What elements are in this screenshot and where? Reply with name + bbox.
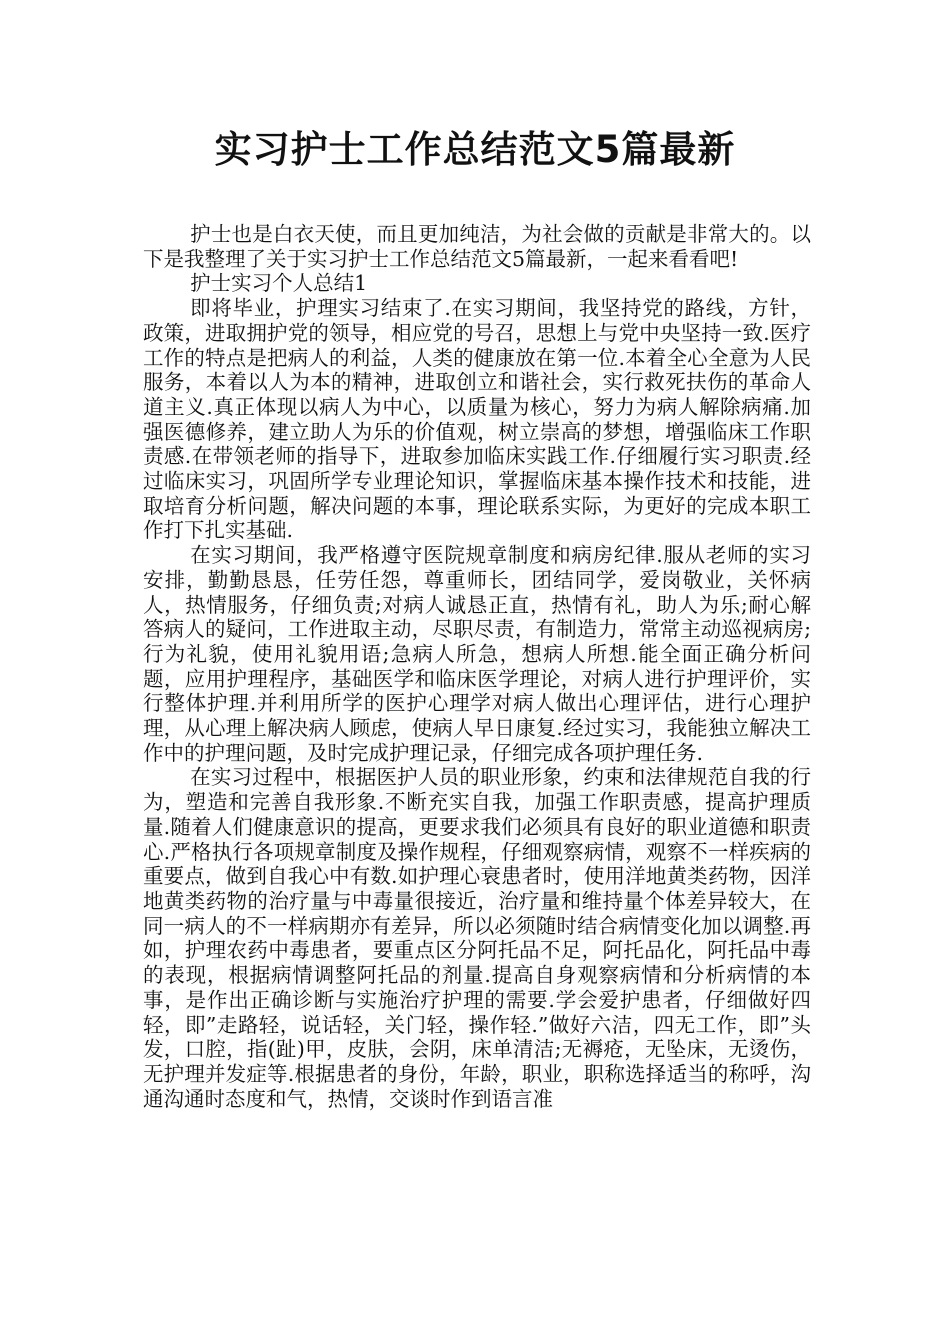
intro-paragraph: 护士也是白衣天使，而且更加纯洁，为社会做的贡献是非常大的。以下是我整理了关于实习护士工作总结范文5篇最新，一起来看看吧! bbox=[143, 222, 811, 271]
section-heading: 护士实习个人总结1 bbox=[190, 271, 368, 296]
body-paragraph: 在实习过程中，根据医护人员的职业形象，约束和法律规范自我的行为，塑造和完善自我形象.不断充实自我，加强工作职责感，提高护理质量.随着人们健康意识的提高，更要求我们必须具有良好的职业道德和职责心.严格执行各项规章制度及操作规程，仔细观察病情，观察不一样疾病的重要点，做到自我心中有数.如护理心衰患者时，使用洋地黄类药物，因洋地黄类药物的治疗量与中毒量很接近，治疗量和维持量个体差异较大，在同一病人的不一样病期亦有差异，所以必须随时结合病情变化加以调整.再如，护理农药中毒患者，要重点区分阿托品不足，阿托品化，阿托品中毒的表现，根据病情调整阿托品的剂量.提高自身观察病情和分析病情的本事，是作出正确诊断与实施治疗护理的需要.学会爱护患者，仔细做好四轻，即”走路轻，说话轻，关门轻，操作轻.”做好六洁，四无工作，即”头发，口腔，指(趾)甲，皮肤，会阴，床单清洁;无褥疮，无坠床，无烫伤，无护理并发症等.根据患者的身份，年龄，职业，职称选择适当的称呼，沟通沟通时态度和气，热情，交谈时作到语言准 bbox=[143, 765, 811, 1111]
body-paragraph: 在实习期间，我严格遵守医院规章制度和病房纪律.服从老师的实习安排，勤勤恳恳，任劳任怨，尊重师长，团结同学，爱岗敬业，关怀病人，热情服务，仔细负责;对病人诚恳正直，热情有礼，助人为乐;耐心解答病人的疑问，工作进取主动，尽职尽责，有制造力，常常主动巡视病房;行为礼貌，使用礼貌用语;急病人所急，想病人所想.能全面正确分析问题，应用护理程序，基础医学和临床医学理论，对病人进行护理评价，实行整体护理.并利用所学的医护心理学对病人做出心理评估，进行心理护理，从心理上解决病人顾虑，使病人早日康复.经过实习，我能独立解决工作中的护理问题，及时完成护理记录，仔细完成各项护理任务. bbox=[143, 543, 811, 765]
body-paragraph: 即将毕业，护理实习结束了.在实习期间，我坚持党的路线，方针，政策，进取拥护党的领导，相应党的号召，思想上与党中央坚持一致.医疗工作的特点是把病人的利益，人类的健康放在第一位.本着全心全意为人民服务，本着以人为本的精神，进取创立和谐社会，实行救死扶伤的革命人道主义.真正体现以病人为中心，以质量为核心，努力为病人解除病痛.加强医德修养，建立助人为乐的价值观，树立崇高的梦想，增强临床工作职责感.在带领老师的指导下，进取参加临床实践工作.仔细履行实习职责.经过临床实习，巩固所学专业理论知识，掌握临床基本操作技术和技能，进取培育分析问题，解决问题的本事，理论联系实际，为更好的完成本职工作打下扎实基础. bbox=[143, 296, 811, 543]
document-body bbox=[143, 222, 811, 1111]
document-title: 实习护士工作总结范文5篇最新 bbox=[214, 128, 736, 171]
